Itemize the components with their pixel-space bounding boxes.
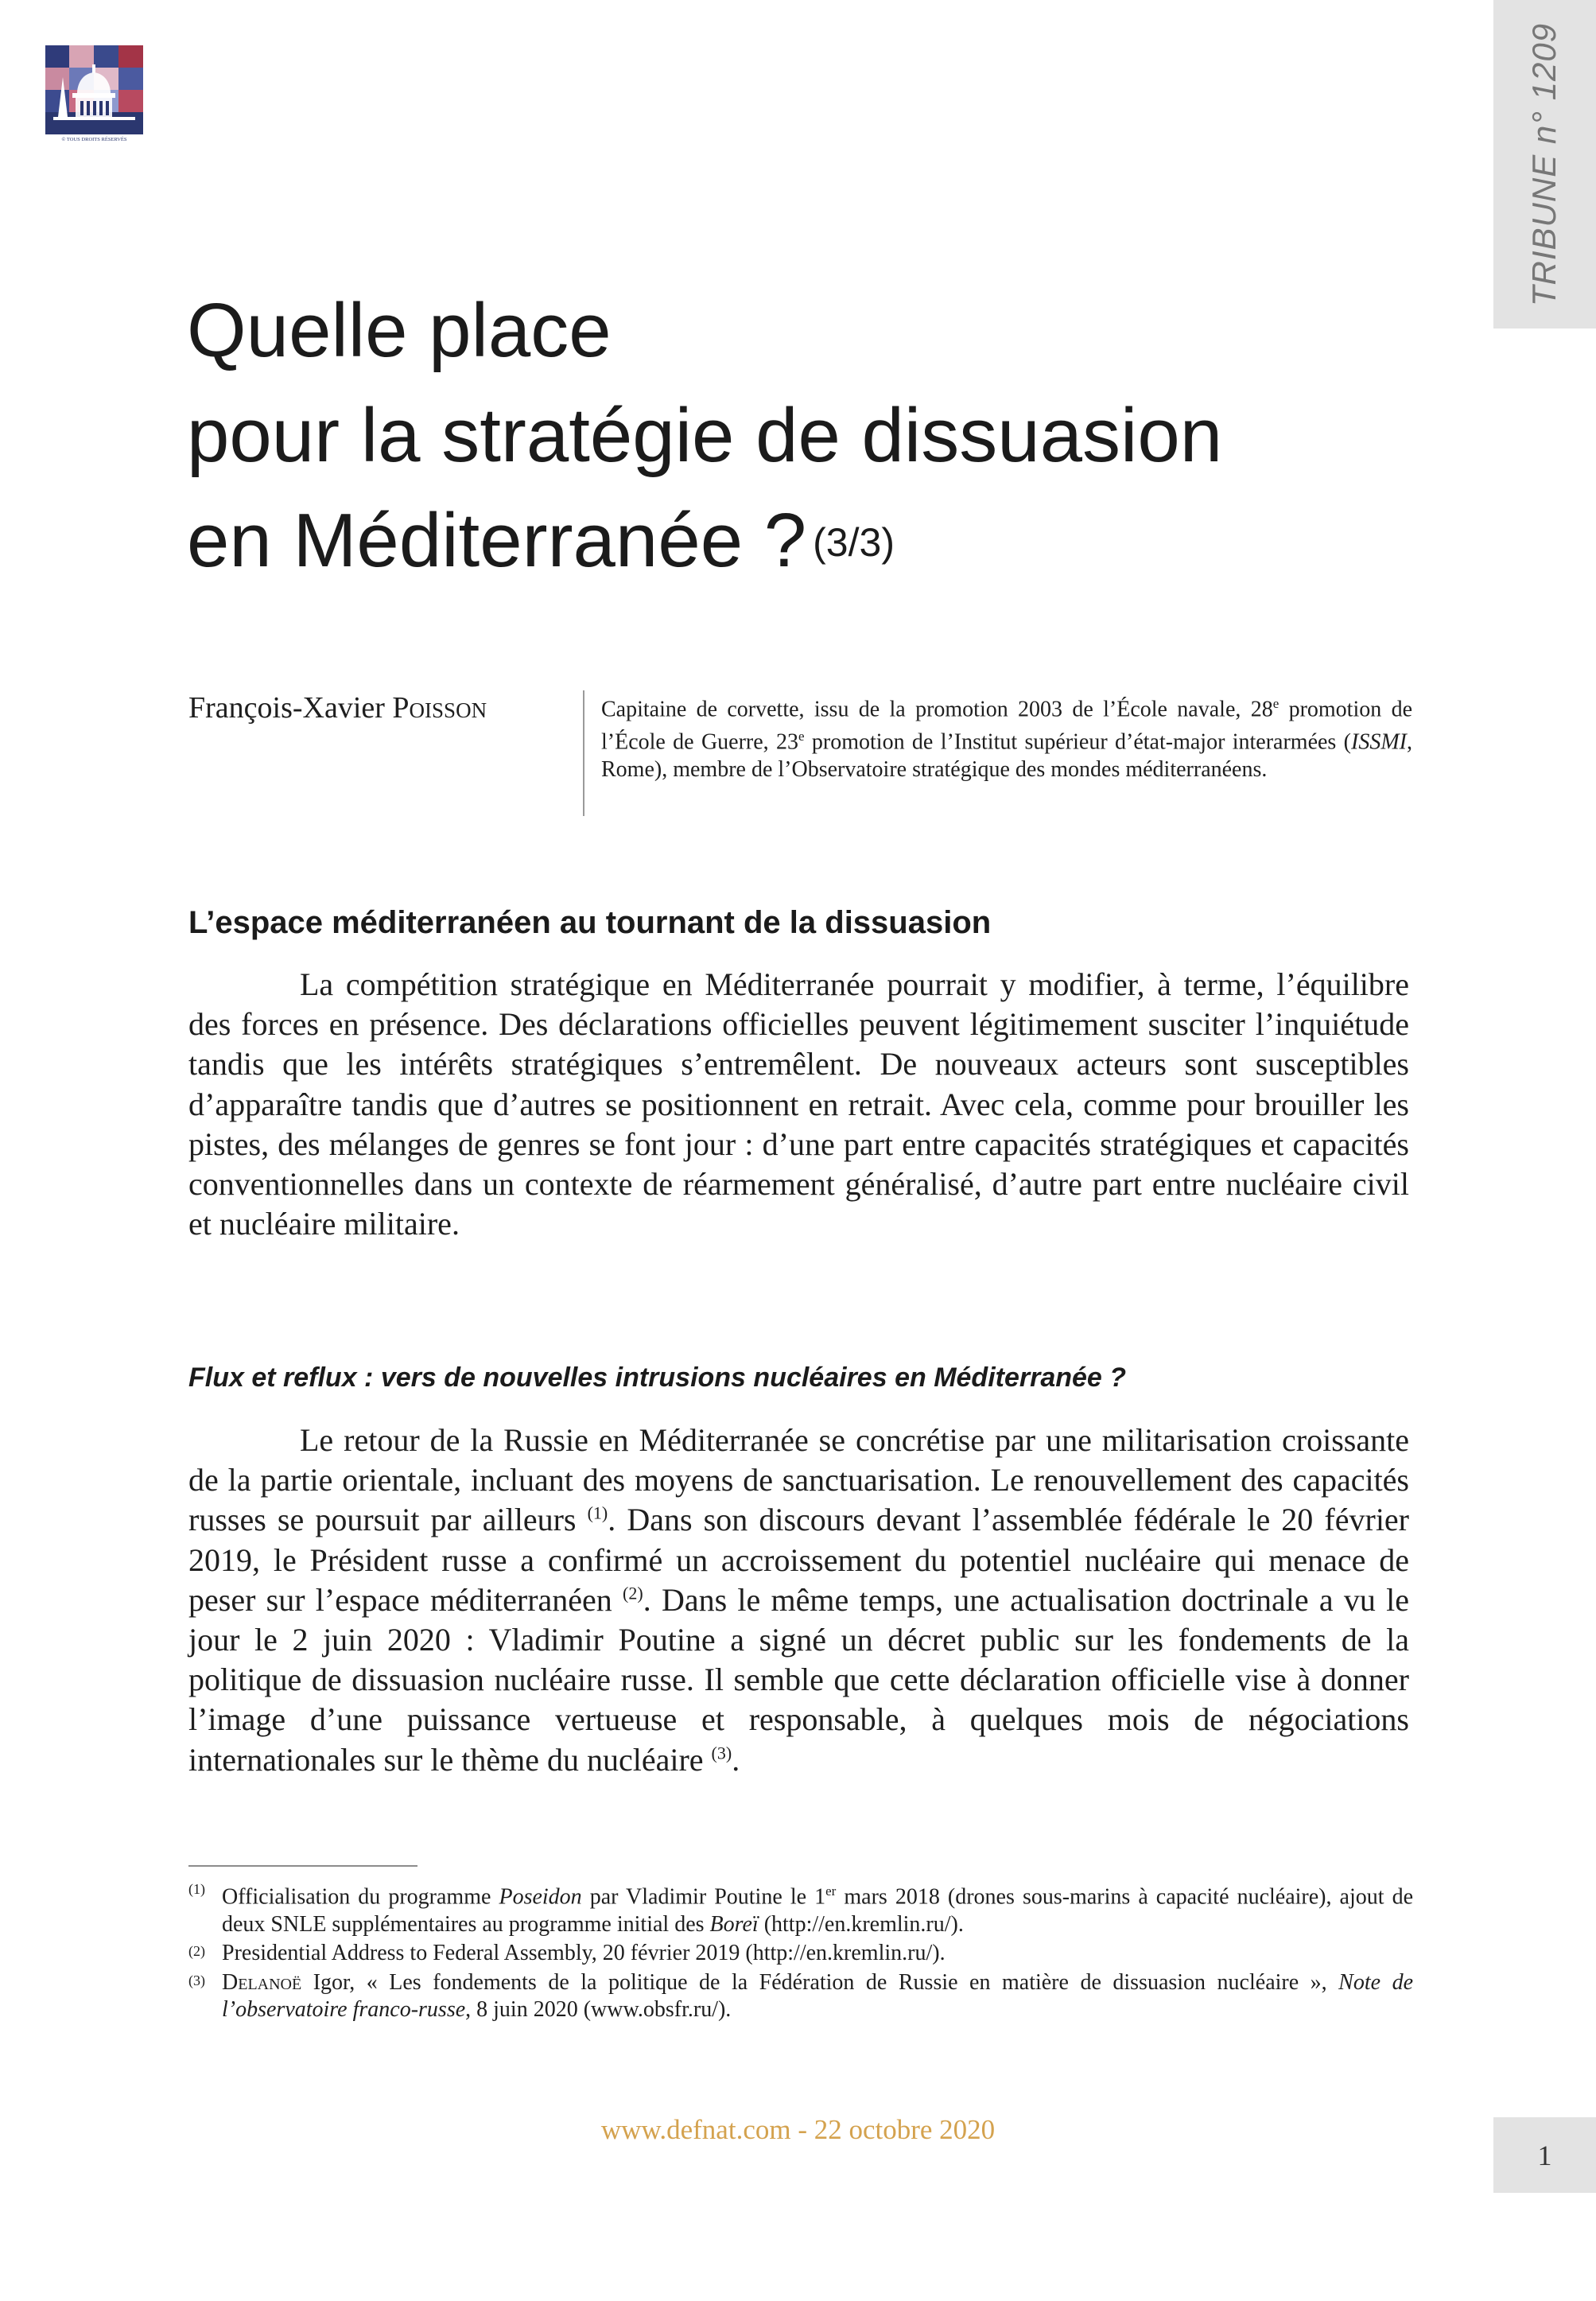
- footnote-3: [188, 1969, 1413, 2024]
- tribune-label: TRIBUNE n° 1209: [1525, 22, 1563, 306]
- title-line-2: pour la stratégie de dissuasion: [187, 393, 1223, 478]
- footnote-3-number: (3): [188, 1972, 205, 1988]
- page-title: [187, 278, 1380, 593]
- section-1-paragraph: La compétition stratégique en Méditerranée pourrait y modifier, à terme, l’équilibre des forces en présence. Des déclarations officielles peuvent légitimement susciter l’inquiétude tandis que les intérêts stratégiques s’entremêlent. De nouveaux acteurs sont susceptibles d’apparaître tandis que d’autres se positionnent en retrait. Avec cela, comme pour brouiller les pistes, des mélanges de genres se font jour : d’une part entre capacités stratégiques et capacités conventionnelles dans un contexte de réarmement généralisé, d’autre part entre nucléaire civil et nucléaire militaire.: [188, 966, 1409, 1242]
- fn1-text-c: mars 2018 (drones sous-marins à capacité nucléaire), ajout de deux SNLE supplémentaires au programme initial des: [222, 1884, 1414, 1937]
- section-heading-1: L’espace méditerranéen au tournant de la dissuasion: [188, 905, 992, 940]
- author-divider: [583, 690, 584, 816]
- tribune-label-container: [1493, 0, 1596, 328]
- s2-text-a: Le retour de la Russie en Méditerranée se concrétise par une militarisation croissante de la partie orientale, incluant des moyens de sanctuarisation. Le renouvellement des capacités russes se poursuit par ailleurs: [188, 1422, 1409, 1538]
- fn3-author: Delanoë: [222, 1969, 302, 1995]
- author-name: [188, 690, 562, 725]
- bio-sup-1: e: [1272, 696, 1280, 711]
- title-line-3-text: en Méditerranée ?: [187, 498, 807, 583]
- footnote-ref-1[interactable]: (1): [587, 1503, 608, 1524]
- page-number: 1: [1493, 2117, 1596, 2193]
- fn1-text-d[interactable]: (http://en.kremlin.ru/).: [758, 1911, 964, 1937]
- s2-text-c: . Dans le même temps, une actualisation doctrinale a vu le jour le 2 juin 2020 : Vladimir Poutine a signé un décret public sur les fondements de la politique de dissuasion nucléaire russe. Il semble que cette déclaration officielle vise à donner l’image d’une puissance vertueuse et responsable, à quelques mois de négociations internationales sur le thème du nucléaire: [188, 1581, 1409, 1778]
- fn1-text-a: Officialisation du programme: [222, 1884, 499, 1910]
- footnotes: [188, 1878, 1413, 2026]
- footnote-1: [188, 1878, 1413, 1938]
- title-line-3: [187, 488, 1380, 593]
- fn1-text-b: par Vladimir Poutine le 1: [581, 1884, 826, 1910]
- bio-part-c: promotion de l’Institut supérieur d’état-major interarmées (: [804, 729, 1351, 755]
- s2-text-d: .: [732, 1741, 740, 1778]
- section-heading-2: Flux et reflux : vers de nouvelles intrusions nucléaires en Méditerranée ?: [188, 1362, 1127, 1393]
- fn3-text-a: Igor, « Les fondements de la politique de la Fédération de Russie en matière de dissuasion nucléaire »,: [301, 1969, 1339, 1995]
- fn1-borei: Boreï: [709, 1911, 759, 1937]
- bio-part-a: Capitaine de corvette, issu de la promotion 2003 de l’École navale, 28: [601, 697, 1273, 722]
- fn2-text[interactable]: Presidential Address to Federal Assembly, 20 février 2019 (http://en.kremlin.ru/).: [222, 1941, 946, 1966]
- footnote-ref-2[interactable]: (2): [623, 1583, 643, 1603]
- footer-url-date[interactable]: www.defnat.com - 22 octobre 2020: [600, 2114, 996, 2145]
- fn1-sup: er: [825, 1883, 837, 1899]
- institution-dome-logo-icon: [45, 45, 143, 142]
- logo-caption: © TOUS DROITS RÉSERVÉS: [61, 137, 127, 142]
- fn3-text-b[interactable]: , 8 juin 2020 (www.obsfr.ru/).: [465, 1997, 732, 2023]
- bio-part-b: promotion de l’École de Guerre, 23: [601, 697, 1412, 755]
- bio-part-d: , Rome), membre de l’Observatoire stratégique des mondes méditerranéens.: [601, 729, 1412, 782]
- title-line-1: Quelle place: [187, 288, 612, 373]
- footnote-1-number: (1): [188, 1881, 205, 1897]
- author-bio: [601, 690, 1412, 783]
- s2-text-b: . Dans son discours devant l’assemblée fédérale le 20 février 2019, le Président russe a confirmé un accroissement du potentiel nucléaire qui menace de peser sur l’espace méditerranéen: [188, 1502, 1410, 1618]
- footnote-divider: [188, 1865, 417, 1867]
- bio-issmi: ISSMI: [1351, 729, 1407, 755]
- footnote-ref-3[interactable]: (3): [711, 1743, 732, 1763]
- author-last-name: Poisson: [392, 691, 487, 725]
- bio-sup-2: e: [798, 729, 805, 744]
- title-part-suffix: (3/3): [813, 520, 895, 565]
- footnote-2-number: (2): [188, 1943, 205, 1960]
- fn3-note-title: Note de l’observatoire franco-russe: [222, 1969, 1413, 2023]
- footnote-2: [188, 1940, 1413, 1968]
- fn1-poseidon: Poseidon: [499, 1884, 582, 1910]
- author-first-name: François-Xavier: [188, 691, 393, 725]
- section-2-paragraph: [188, 1421, 1409, 1780]
